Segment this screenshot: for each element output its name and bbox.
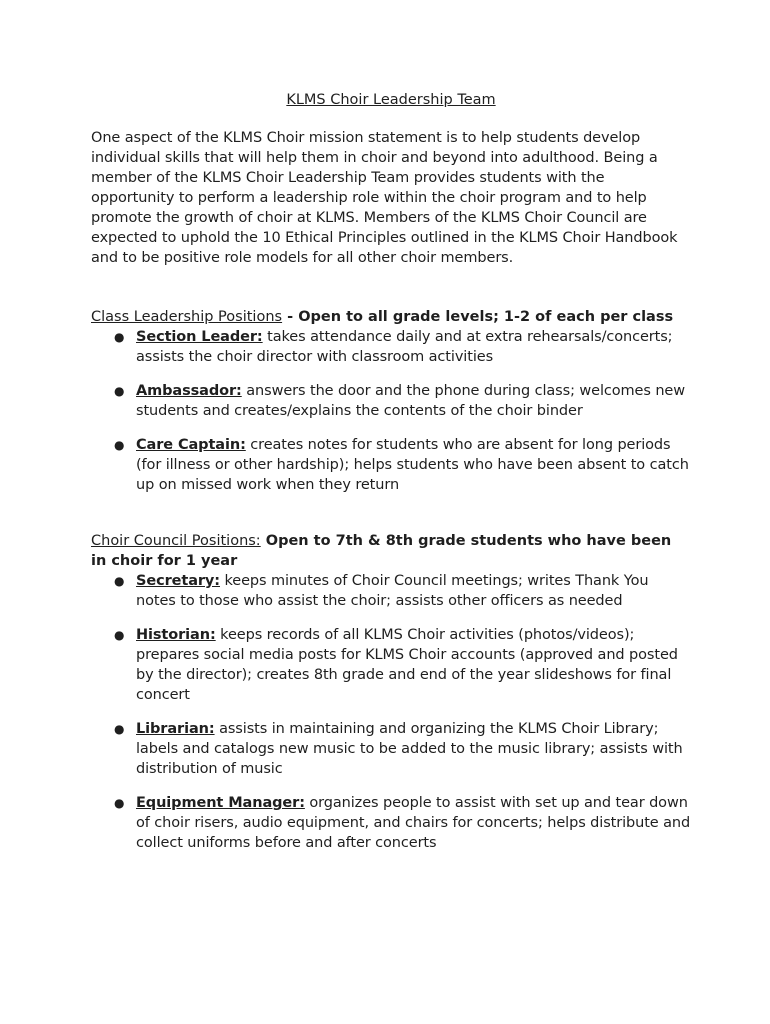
list-item <box>114 625 691 705</box>
choir-council-heading-title: Choir Council Positions: <box>91 533 261 549</box>
role-name: Ambassador: <box>136 383 242 399</box>
list-item <box>114 381 691 421</box>
bullet-icon: ● <box>114 438 125 452</box>
choir-council-list <box>91 571 691 853</box>
role-description: answers the door and the phone during class; welcomes new students and creates/explains the contents of the choir binder <box>136 383 685 419</box>
bullet-icon: ● <box>114 384 125 398</box>
choir-council-heading <box>91 531 691 571</box>
intro-paragraph: One aspect of the KLMS Choir mission statement is to help students develop individual skills that will help them in choir and beyond into adulthood. Being a member of the KLMS Choir Leadership Team provides students with the opportunity to perform a leadership role within the choir program and to help promote the growth of choir at KLMS. Members of the KLMS Choir Council are expected to uphold the 10 Ethical Principles outlined in the KLMS Choir Handbook and to be positive role models for all other choir members. <box>91 130 678 266</box>
class-leadership-section <box>91 307 691 495</box>
bullet-icon: ● <box>114 628 125 642</box>
list-item <box>114 327 691 367</box>
role-name: Librarian: <box>136 721 215 737</box>
document-title: KLMS Choir Leadership Team <box>286 92 496 108</box>
list-item <box>114 719 691 779</box>
role-description: assists in maintaining and organizing the KLMS Choir Library; labels and catalogs new music to be added to the music library; assists with distribution of music <box>136 721 683 777</box>
document-page <box>91 90 691 853</box>
role-name: Care Captain: <box>136 437 246 453</box>
choir-council-section <box>91 531 691 853</box>
role-description: creates notes for students who are absent for long periods (for illness or other hardship); helps students who have been absent to catch up on missed work when they return <box>136 437 689 493</box>
role-description: organizes people to assist with set up and tear down of choir risers, audio equipment, and chairs for concerts; helps distribute and collect uniforms before and after concerts <box>136 795 691 851</box>
role-name: Section Leader: <box>136 329 263 345</box>
class-leadership-list <box>91 327 691 495</box>
choir-council-heading-detail: Open to 7th & 8th grade students who have been in choir for 1 year <box>91 533 672 569</box>
list-item <box>114 793 691 853</box>
list-item <box>114 571 691 611</box>
list-item <box>114 435 691 495</box>
role-name: Secretary: <box>136 573 220 589</box>
bullet-icon: ● <box>114 722 125 736</box>
class-leadership-heading-detail: - Open to all grade levels; 1-2 of each per class <box>282 309 674 325</box>
bullet-icon: ● <box>114 574 125 588</box>
bullet-icon: ● <box>114 796 125 810</box>
bullet-icon: ● <box>114 330 125 344</box>
class-leadership-heading-title: Class Leadership Positions <box>91 309 283 325</box>
class-leadership-heading <box>91 307 691 327</box>
role-description: keeps minutes of Choir Council meetings; writes Thank You notes to those who assist the choir; assists other officers as needed <box>136 573 649 609</box>
role-description: takes attendance daily and at extra rehearsals/concerts; assists the choir director with classroom activities <box>136 329 673 365</box>
role-description: keeps records of all KLMS Choir activities (photos/videos); prepares social media posts for KLMS Choir accounts (approved and posted by the director); creates 8th grade and end of the year slideshows for final concert <box>136 627 678 703</box>
role-name: Equipment Manager: <box>136 795 305 811</box>
role-name: Historian: <box>136 627 216 643</box>
